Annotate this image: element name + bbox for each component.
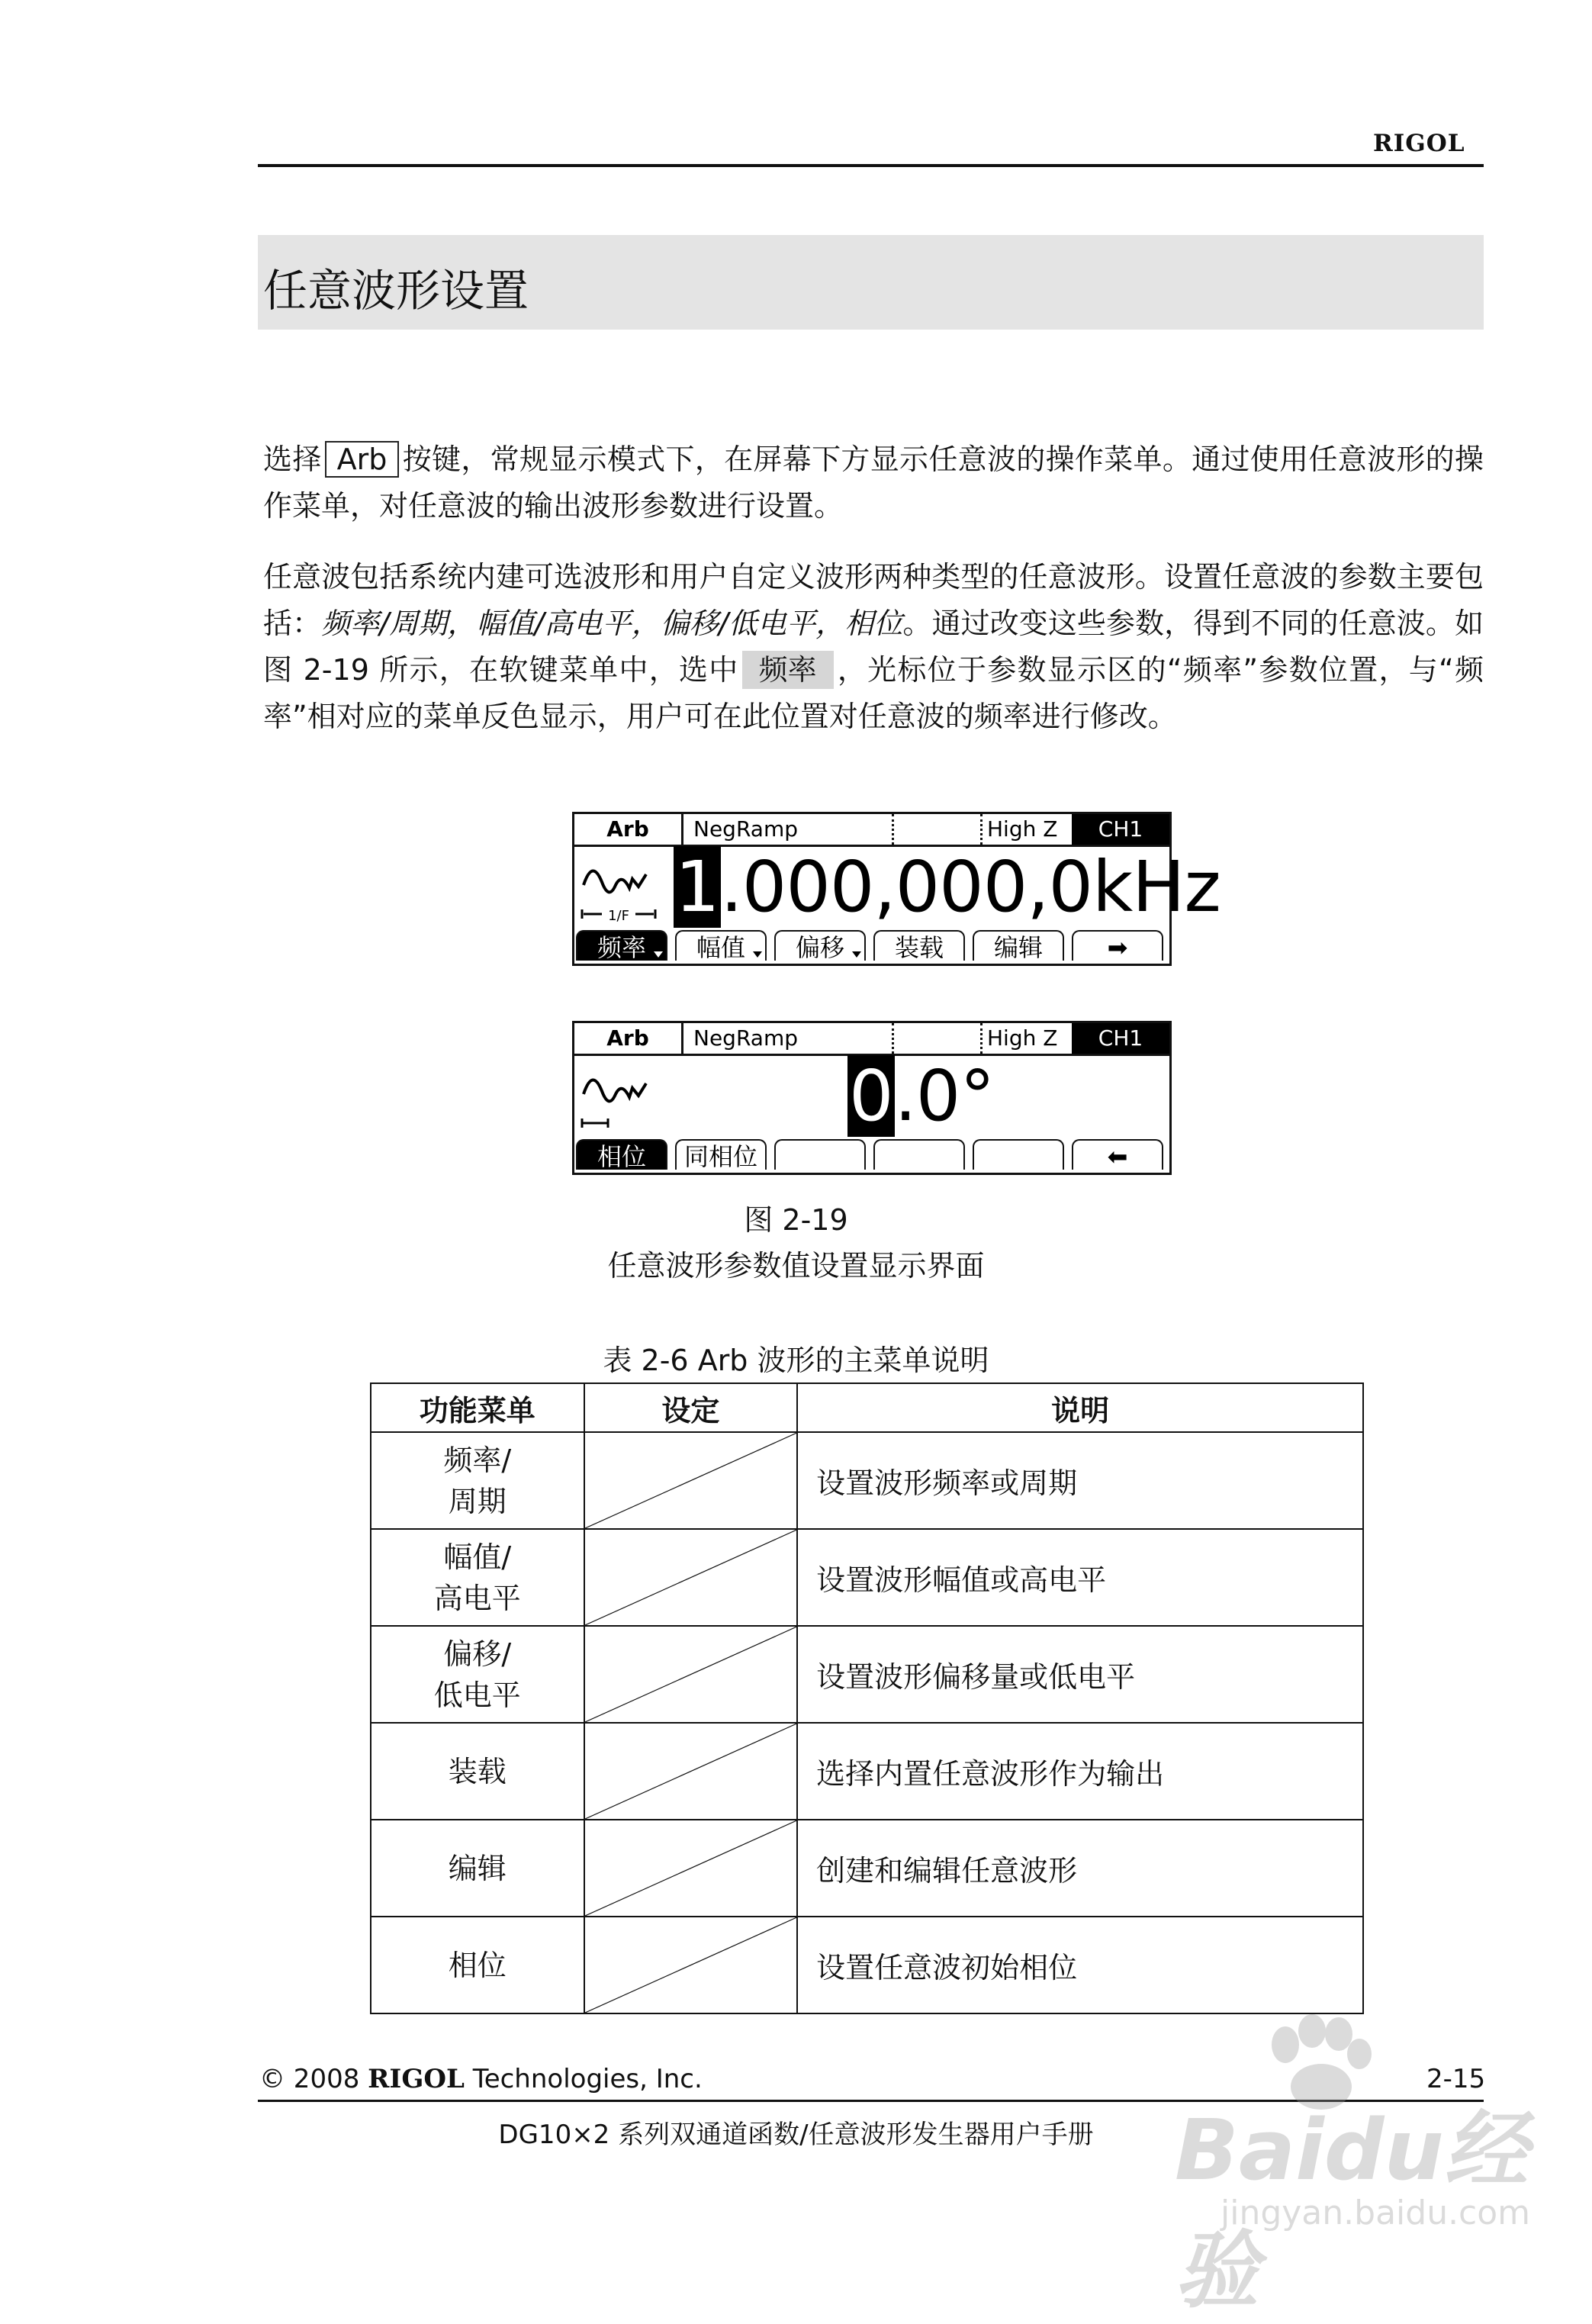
watermark-text: Baidu经验 [1175,2101,1528,2319]
softkey-next-page[interactable] [1072,930,1163,961]
status-bar [574,1023,1169,1056]
mode-label: Arb [574,814,683,845]
setting-cell-na [584,1529,798,1626]
softkey-prev-page[interactable] [1072,1139,1163,1170]
function-cell: 频率/ 周期 [371,1432,584,1529]
softkey-empty-4[interactable] [873,1139,965,1170]
para2-params: 频率/周期，幅值/高电平，偏移/低电平，相位 [321,607,903,640]
table-row [371,1432,1363,1529]
arb-wave-phase-icon [581,1065,657,1134]
section-title: 任意波形设置 [263,265,529,317]
description-cell: 设置波形偏移量或低电平 [797,1626,1363,1723]
setting-cell-na [584,1723,798,1820]
diagonal-slash [585,1820,797,1916]
value-rest: .0° [894,1055,995,1137]
header-function: 功能菜单 [371,1383,584,1432]
diagonal-slash [585,1724,797,1819]
function-cell: 幅值/ 高电平 [371,1529,584,1626]
softkey-amplitude[interactable]: 幅值 [675,930,767,961]
table-row [371,1917,1363,2013]
table-row [371,1723,1363,1820]
arb-key-label: Arb [325,441,400,478]
table-row [371,1820,1363,1917]
page-number: 2-15 [1426,2064,1486,2094]
diagonal-slash [585,1917,797,2013]
para2-part1: 任意波包括系统内建可选波形和用户自定义波形两种类型的任意波形。设置任意波的参数主要包括： [263,560,1484,640]
chevron-down-icon [654,951,663,958]
manual-title: DG10×2 系列双通道函数/任意波形发生器用户手册 [498,2120,1094,2150]
waveform-label: NegRamp [687,1023,894,1054]
function-cell: 偏移/ 低电平 [371,1626,584,1723]
table-row [371,1626,1363,1723]
header-description: 说明 [797,1383,1363,1432]
softkey-frequency[interactable]: 频率 [576,930,667,961]
impedance-label: High Z [980,814,1077,845]
channel-badge: CH1 [1072,1023,1169,1054]
figure-number: 图 2-19 [744,1203,848,1237]
setting-cell-na [584,1917,798,2013]
phase-value [847,1055,995,1137]
table-row [371,1529,1363,1626]
softkey-edit[interactable]: 编辑 [973,930,1064,961]
chevron-down-icon [852,951,861,958]
softkey-load[interactable]: 装载 [873,930,965,961]
table-header-row [371,1383,1363,1432]
cursor-digit: 0 [849,1055,893,1137]
para2-part2: 。通过改变这些参数，得到不同的任意波。如图 2-19 所示，在软键菜单中，选中 [263,607,1484,687]
chevron-down-icon [753,951,762,958]
softkey-align-phase[interactable]: 同相位 [675,1139,767,1170]
function-cell: 装载 [371,1723,584,1820]
frequency-value [674,846,1221,928]
status-bar [574,814,1169,847]
footer-copyright: © 2008 RIGOL Technologies, Inc. [259,2064,703,2094]
brand-header: RIGOL [1373,130,1465,157]
baidu-watermark [1129,2014,1587,2319]
para1-prefix: 选择 [263,443,322,476]
setting-cell-na [584,1432,798,1529]
softkey-empty-3[interactable] [774,1139,866,1170]
arrow-left-icon: ⬅ [1107,1142,1128,1171]
period-icon-label: 1/F [608,908,629,924]
watermark-url: jingyan.baidu.com [1221,2194,1531,2232]
diagonal-slash [585,1433,797,1528]
mode-label: Arb [574,1023,683,1054]
softkey-menu [574,930,1169,964]
softkey-offset[interactable]: 偏移 [774,930,866,961]
function-cell: 编辑 [371,1820,584,1917]
arb-menu-table [370,1382,1364,2014]
channel-badge: CH1 [1072,814,1169,845]
description-cell: 创建和编辑任意波形 [797,1820,1363,1917]
diagonal-slash [585,1530,797,1625]
para2-part3: ，光标位于参数显示区的“频率”参数位置，与“频率”相对应的菜单反色显示，用户可在此位置对任意波的频率进行修改。 [263,653,1484,733]
freq-softkey-label: 频率 [742,651,834,689]
lcd-screen-phase [572,1021,1172,1175]
table-caption: 表 2-6 Arb 波形的主菜单说明 [603,1344,989,1377]
impedance-label: High Z [980,1023,1077,1054]
description-cell: 选择内置任意波形作为输出 [797,1723,1363,1820]
setting-cell-na [584,1626,798,1723]
description-cell: 设置波形频率或周期 [797,1432,1363,1529]
arb-wave-period-icon [581,856,657,925]
figure-caption: 任意波形参数值设置显示界面 [607,1249,985,1283]
diagonal-slash [585,1627,797,1722]
waveform-label: NegRamp [687,814,894,845]
softkey-phase[interactable]: 相位 [576,1139,667,1170]
value-rest: .000,000,0kHz [720,846,1221,928]
softkey-empty-5[interactable] [973,1139,1064,1170]
description-cell: 设置任意波初始相位 [797,1917,1363,2013]
lcd-screen-frequency [572,812,1221,966]
setting-cell-na [584,1820,798,1917]
header-rule [258,164,1484,167]
footer-brand: RIGOL [368,2064,465,2094]
arrow-right-icon: ➡ [1107,933,1128,962]
function-cell: 相位 [371,1917,584,2013]
description-cell: 设置波形幅值或高电平 [797,1529,1363,1626]
header-setting: 设定 [584,1383,798,1432]
softkey-menu [574,1139,1169,1173]
para1-rest: 按键，常规显示模式下，在屏幕下方显示任意波的操作菜单。通过使用任意波形的操作菜单，对任意波的输出波形参数进行设置。 [263,443,1484,523]
cursor-digit: 1 [675,846,719,928]
intro-paragraph [263,436,1484,529]
params-paragraph [263,554,1484,740]
